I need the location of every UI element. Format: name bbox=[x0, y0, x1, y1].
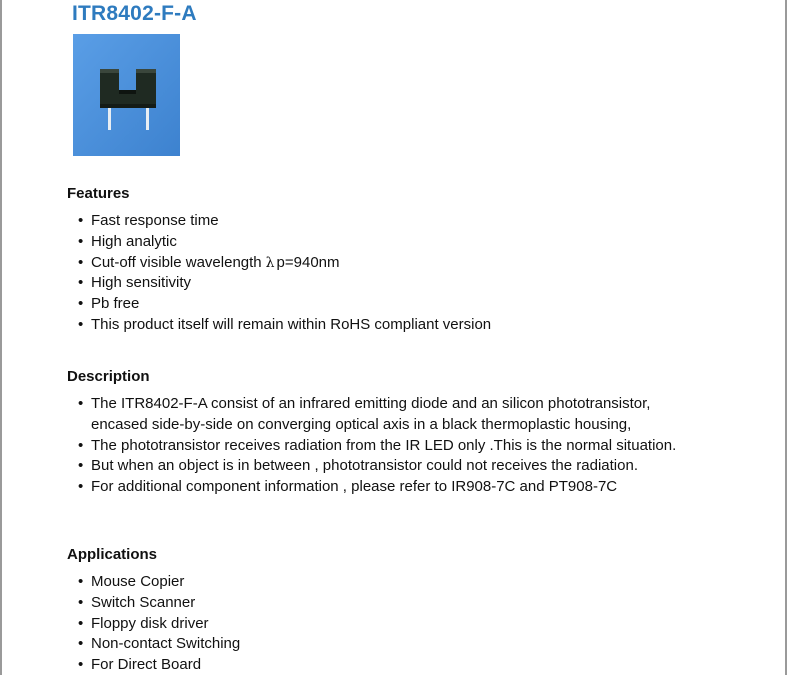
features-list bbox=[77, 211, 491, 336]
list-item: • For Direct Board bbox=[77, 655, 240, 676]
list-item: • But when an object is in between , phototransistor could not receives the radiation. bbox=[77, 456, 676, 477]
wavelength-value: p=940nm bbox=[276, 253, 340, 271]
list-item: • High sensitivity bbox=[77, 273, 491, 294]
list-item: • Mouse Copier bbox=[77, 572, 240, 593]
list-item: • The phototransistor receives radiation from the IR LED only .This is the normal situation. bbox=[77, 436, 676, 457]
photo-interrupter-icon bbox=[73, 34, 180, 156]
list-item: • Non-contact Switching bbox=[77, 634, 240, 655]
list-item: • For additional component information , please refer to IR908-7C and PT908-7C bbox=[77, 477, 676, 498]
applications-heading: Applications bbox=[67, 546, 158, 563]
lambda-symbol: λ bbox=[265, 254, 275, 271]
applications-list bbox=[77, 572, 240, 676]
page-title: ITR8402-F-A bbox=[72, 2, 197, 25]
list-item: • Pb free bbox=[77, 294, 491, 315]
page-right-border bbox=[785, 0, 787, 675]
page-left-border bbox=[0, 0, 2, 675]
product-photo bbox=[73, 34, 180, 156]
list-item: • Floppy disk driver bbox=[77, 614, 240, 635]
list-item: • Cut-off visible wavelength λ p=940nm bbox=[77, 253, 491, 274]
list-item: • Switch Scanner bbox=[77, 593, 240, 614]
description-heading: Description bbox=[67, 368, 150, 385]
list-item: • The ITR8402-F-A consist of an infrared emitting diode and an silicon phototransistor, encased side-by-side on converging optical axis in a black thermoplastic housing, bbox=[77, 394, 676, 436]
list-item: • High analytic bbox=[77, 232, 491, 253]
description-list bbox=[77, 394, 676, 498]
features-heading: Features bbox=[67, 185, 130, 202]
list-item: • This product itself will remain within RoHS compliant version bbox=[77, 315, 491, 336]
list-item: • Fast response time bbox=[77, 211, 491, 232]
